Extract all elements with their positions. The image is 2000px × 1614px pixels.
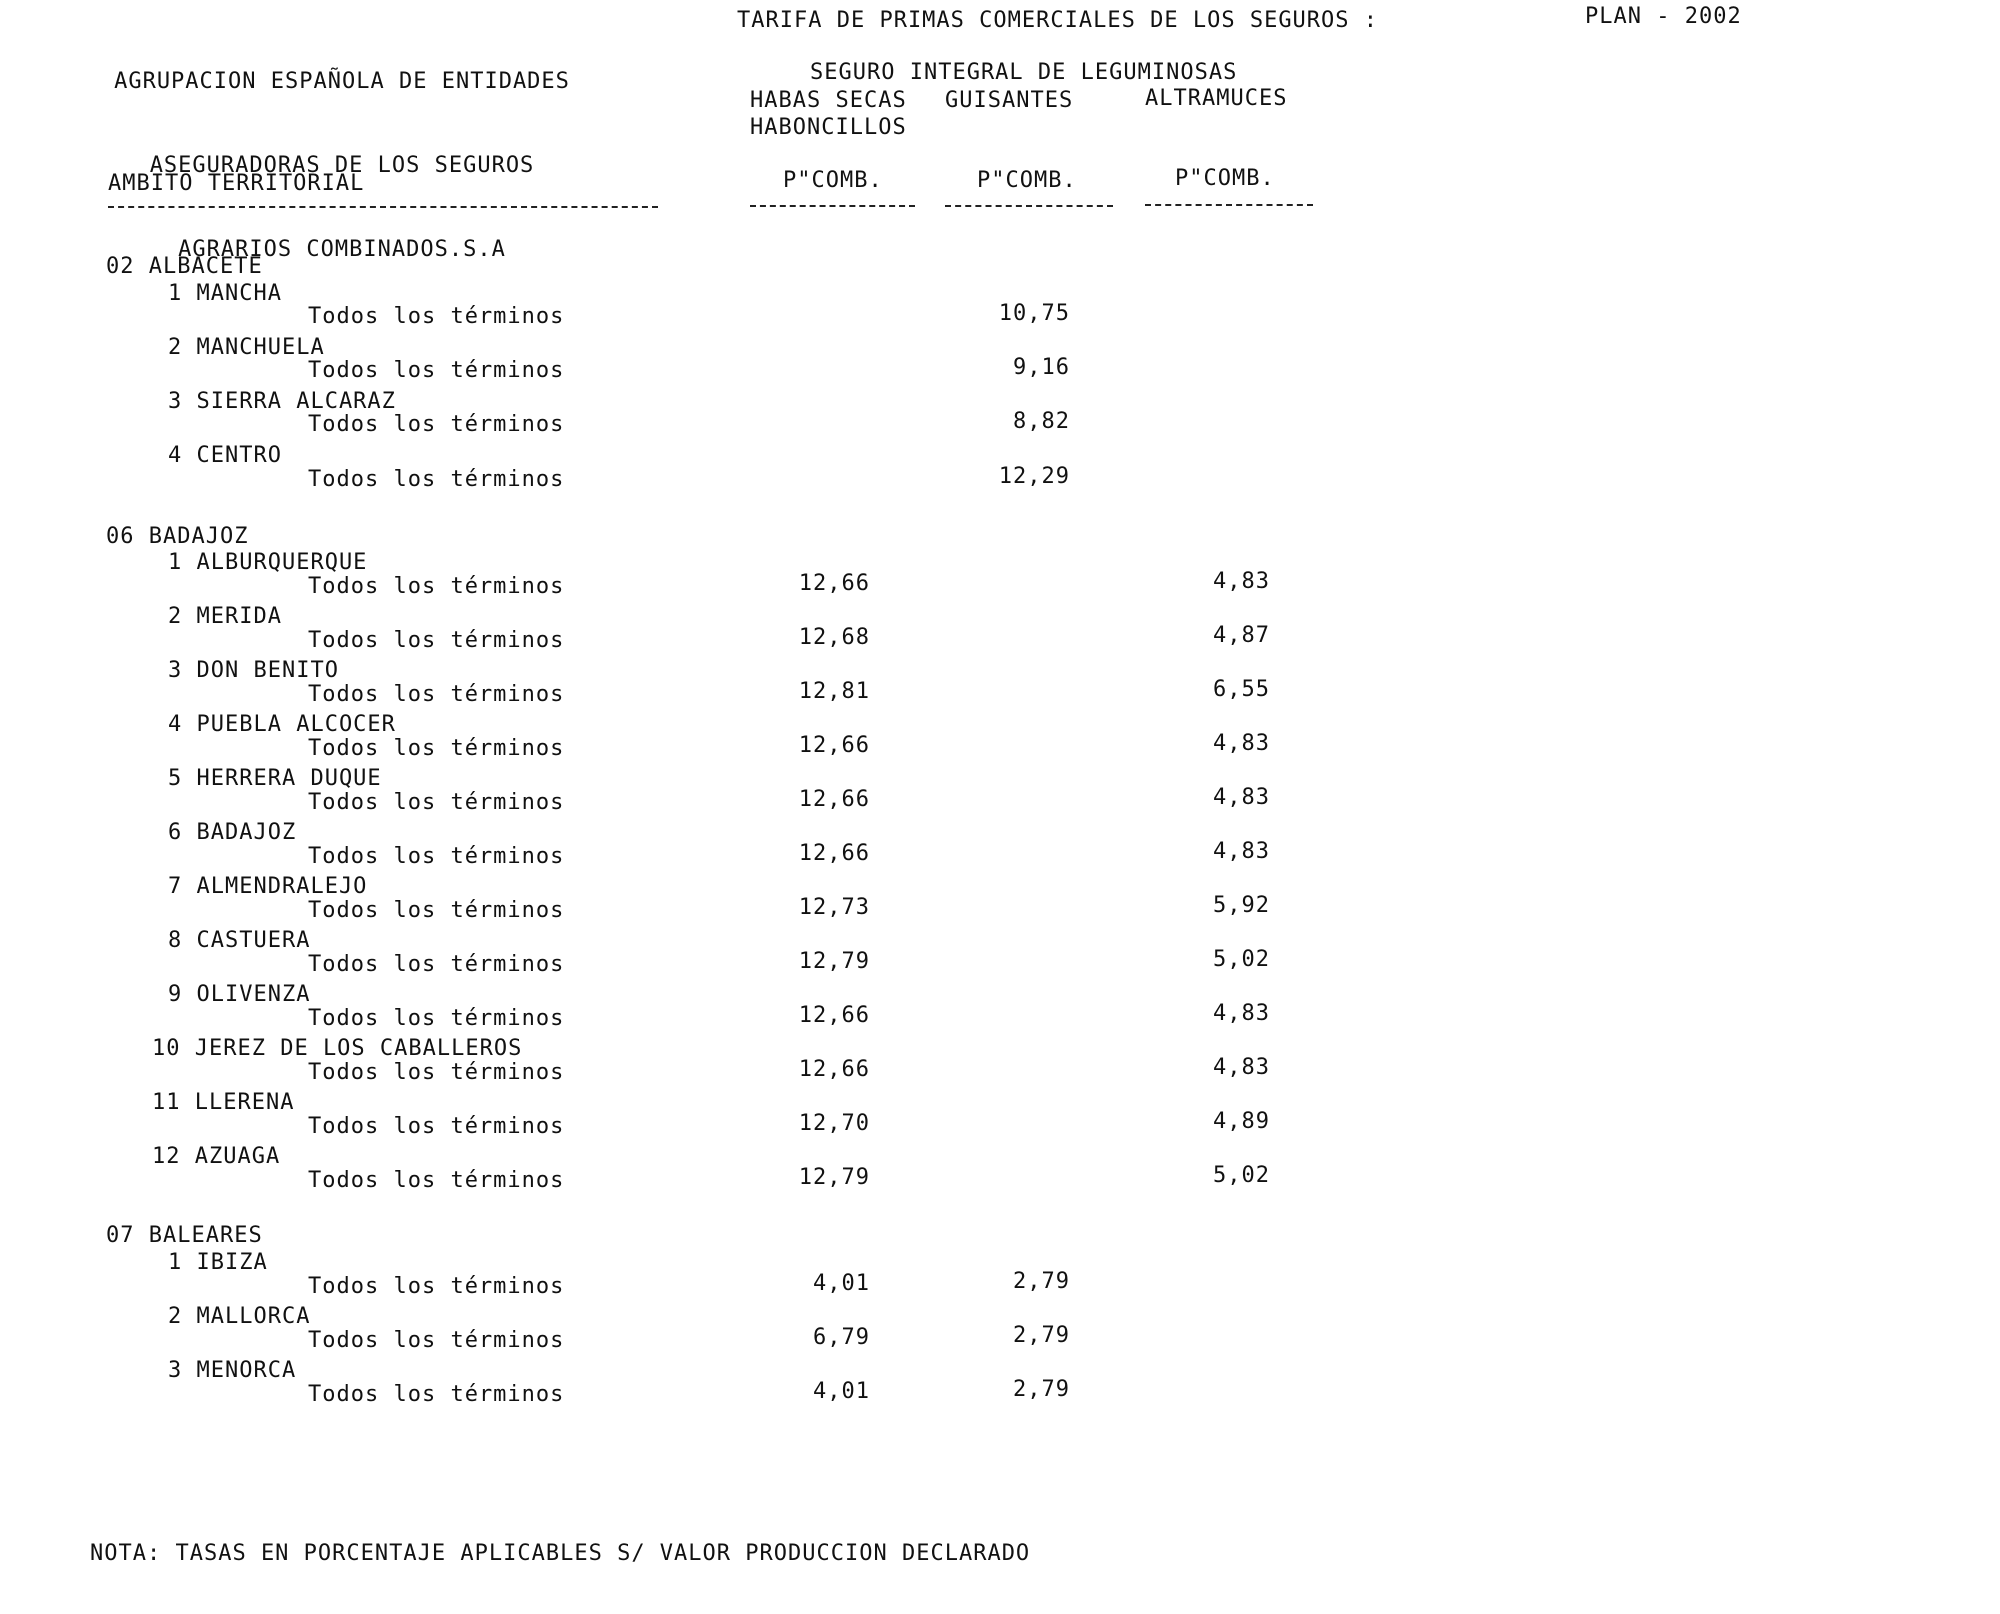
terms-label: Todos los términos — [308, 1114, 565, 1139]
header-divider — [1145, 204, 1313, 206]
rate-habas: 12,70 — [798, 1111, 870, 1136]
rate-altramuces: 4,83 — [1213, 1001, 1270, 1026]
comarca-name: 10 JEREZ DE LOS CABALLEROS — [152, 1036, 523, 1061]
comarca-name: 2 MERIDA — [168, 604, 282, 629]
rate-habas: 12,68 — [798, 625, 870, 650]
pcomb-header-habas: P"COMB. — [783, 168, 883, 193]
comarca-name: 6 BADAJOZ — [168, 820, 297, 845]
comarca-name: 1 IBIZA — [168, 1250, 268, 1275]
rate-habas: 6,79 — [813, 1325, 870, 1350]
terms-label: Todos los términos — [308, 304, 565, 329]
rate-habas: 12,79 — [798, 949, 870, 974]
pcomb-header-altramuces: P"COMB. — [1175, 166, 1275, 191]
organization-line: ASEGURADORAS DE LOS SEGUROS — [149, 153, 535, 178]
comarca-name: 2 MANCHUELA — [168, 335, 325, 360]
comarca-name: 2 MALLORCA — [168, 1304, 311, 1329]
comarca-name: 12 AZUAGA — [152, 1144, 281, 1169]
rate-guisantes: 2,79 — [1013, 1377, 1070, 1402]
rate-altramuces: 4,83 — [1213, 839, 1270, 864]
comarca-name: 11 LLERENA — [152, 1090, 295, 1115]
comarca-name: 3 MENORCA — [168, 1358, 297, 1383]
rate-habas: 12,66 — [798, 1003, 870, 1028]
comarca-name: 1 MANCHA — [168, 281, 282, 306]
ambito-territorial-header: AMBITO TERRITORIAL — [108, 171, 365, 196]
rate-habas: 12,66 — [798, 571, 870, 596]
column-title-altramuces: ALTRAMUCES — [1145, 86, 1288, 111]
header-divider — [945, 205, 1113, 207]
plan-label: PLAN - 2002 — [1585, 4, 1742, 29]
province-heading: 02 ALBACETE — [106, 254, 263, 279]
terms-label: Todos los términos — [308, 898, 565, 923]
province-heading: 06 BADAJOZ — [106, 524, 249, 549]
terms-label: Todos los términos — [308, 1382, 565, 1407]
rate-altramuces: 4,83 — [1213, 785, 1270, 810]
rate-altramuces: 5,02 — [1213, 1163, 1270, 1188]
rate-altramuces: 4,87 — [1213, 623, 1270, 648]
terms-label: Todos los términos — [308, 844, 565, 869]
terms-label: Todos los términos — [308, 358, 565, 383]
seguro-title: SEGURO INTEGRAL DE LEGUMINOSAS — [810, 60, 1238, 85]
terms-label: Todos los términos — [308, 790, 565, 815]
terms-label: Todos los términos — [308, 682, 565, 707]
rate-habas: 4,01 — [813, 1271, 870, 1296]
rate-altramuces: 5,02 — [1213, 947, 1270, 972]
column-title-habas-2: HABONCILLOS — [750, 115, 907, 140]
terms-label: Todos los términos — [308, 1006, 565, 1031]
rate-altramuces: 5,92 — [1213, 893, 1270, 918]
rate-habas: 12,66 — [798, 733, 870, 758]
rate-altramuces: 4,89 — [1213, 1109, 1270, 1134]
terms-label: Todos los términos — [308, 1274, 565, 1299]
comarca-name: 9 OLIVENZA — [168, 982, 311, 1007]
comarca-name: 4 PUEBLA ALCOCER — [168, 712, 396, 737]
terms-label: Todos los términos — [308, 736, 565, 761]
terms-label: Todos los términos — [308, 574, 565, 599]
rate-habas: 12,66 — [798, 787, 870, 812]
comarca-name: 4 CENTRO — [168, 443, 282, 468]
rate-habas: 12,73 — [798, 895, 870, 920]
rate-guisantes: 12,29 — [998, 464, 1070, 489]
province-heading: 07 BALEARES — [106, 1223, 263, 1248]
rate-altramuces: 6,55 — [1213, 677, 1270, 702]
column-title-guisantes: GUISANTES — [945, 88, 1074, 113]
header-divider — [108, 206, 658, 208]
comarca-name: 5 HERRERA DUQUE — [168, 766, 382, 791]
rate-habas: 12,66 — [798, 1057, 870, 1082]
rate-guisantes: 2,79 — [1013, 1269, 1070, 1294]
comarca-name: 7 ALMENDRALEJO — [168, 874, 368, 899]
rate-guisantes: 10,75 — [998, 301, 1070, 326]
terms-label: Todos los términos — [308, 1060, 565, 1085]
rate-altramuces: 4,83 — [1213, 569, 1270, 594]
comarca-name: 3 DON BENITO — [168, 658, 339, 683]
rate-guisantes: 9,16 — [1013, 355, 1070, 380]
terms-label: Todos los términos — [308, 1328, 565, 1353]
rate-habas: 4,01 — [813, 1379, 870, 1404]
rate-guisantes: 8,82 — [1013, 409, 1070, 434]
footer-note: NOTA: TASAS EN PORCENTAJE APLICABLES S/ VALOR PRODUCCION DECLARADO — [90, 1541, 1031, 1566]
organization-name — [92, 12, 592, 292]
rate-altramuces: 4,83 — [1213, 1055, 1270, 1080]
terms-label: Todos los términos — [308, 628, 565, 653]
terms-label: Todos los términos — [308, 467, 565, 492]
rate-altramuces: 4,83 — [1213, 731, 1270, 756]
organization-line: AGRARIOS COMBINADOS.S.A — [178, 237, 506, 262]
rate-habas: 12,81 — [798, 679, 870, 704]
pcomb-header-guisantes: P"COMB. — [977, 168, 1077, 193]
comarca-name: 8 CASTUERA — [168, 928, 311, 953]
terms-label: Todos los términos — [308, 1168, 565, 1193]
rate-guisantes: 2,79 — [1013, 1323, 1070, 1348]
organization-line: AGRUPACION ESPAÑOLA DE ENTIDADES — [114, 69, 570, 94]
comarca-name: 1 ALBURQUERQUE — [168, 550, 368, 575]
column-title-habas: HABAS SECAS — [750, 88, 907, 113]
header-divider — [750, 205, 915, 207]
comarca-name: 3 SIERRA ALCARAZ — [168, 389, 396, 414]
rate-habas: 12,66 — [798, 841, 870, 866]
terms-label: Todos los términos — [308, 952, 565, 977]
terms-label: Todos los términos — [308, 412, 565, 437]
tarifa-title: TARIFA DE PRIMAS COMERCIALES DE LOS SEGUROS : — [737, 8, 1379, 33]
rate-habas: 12,79 — [798, 1165, 870, 1190]
